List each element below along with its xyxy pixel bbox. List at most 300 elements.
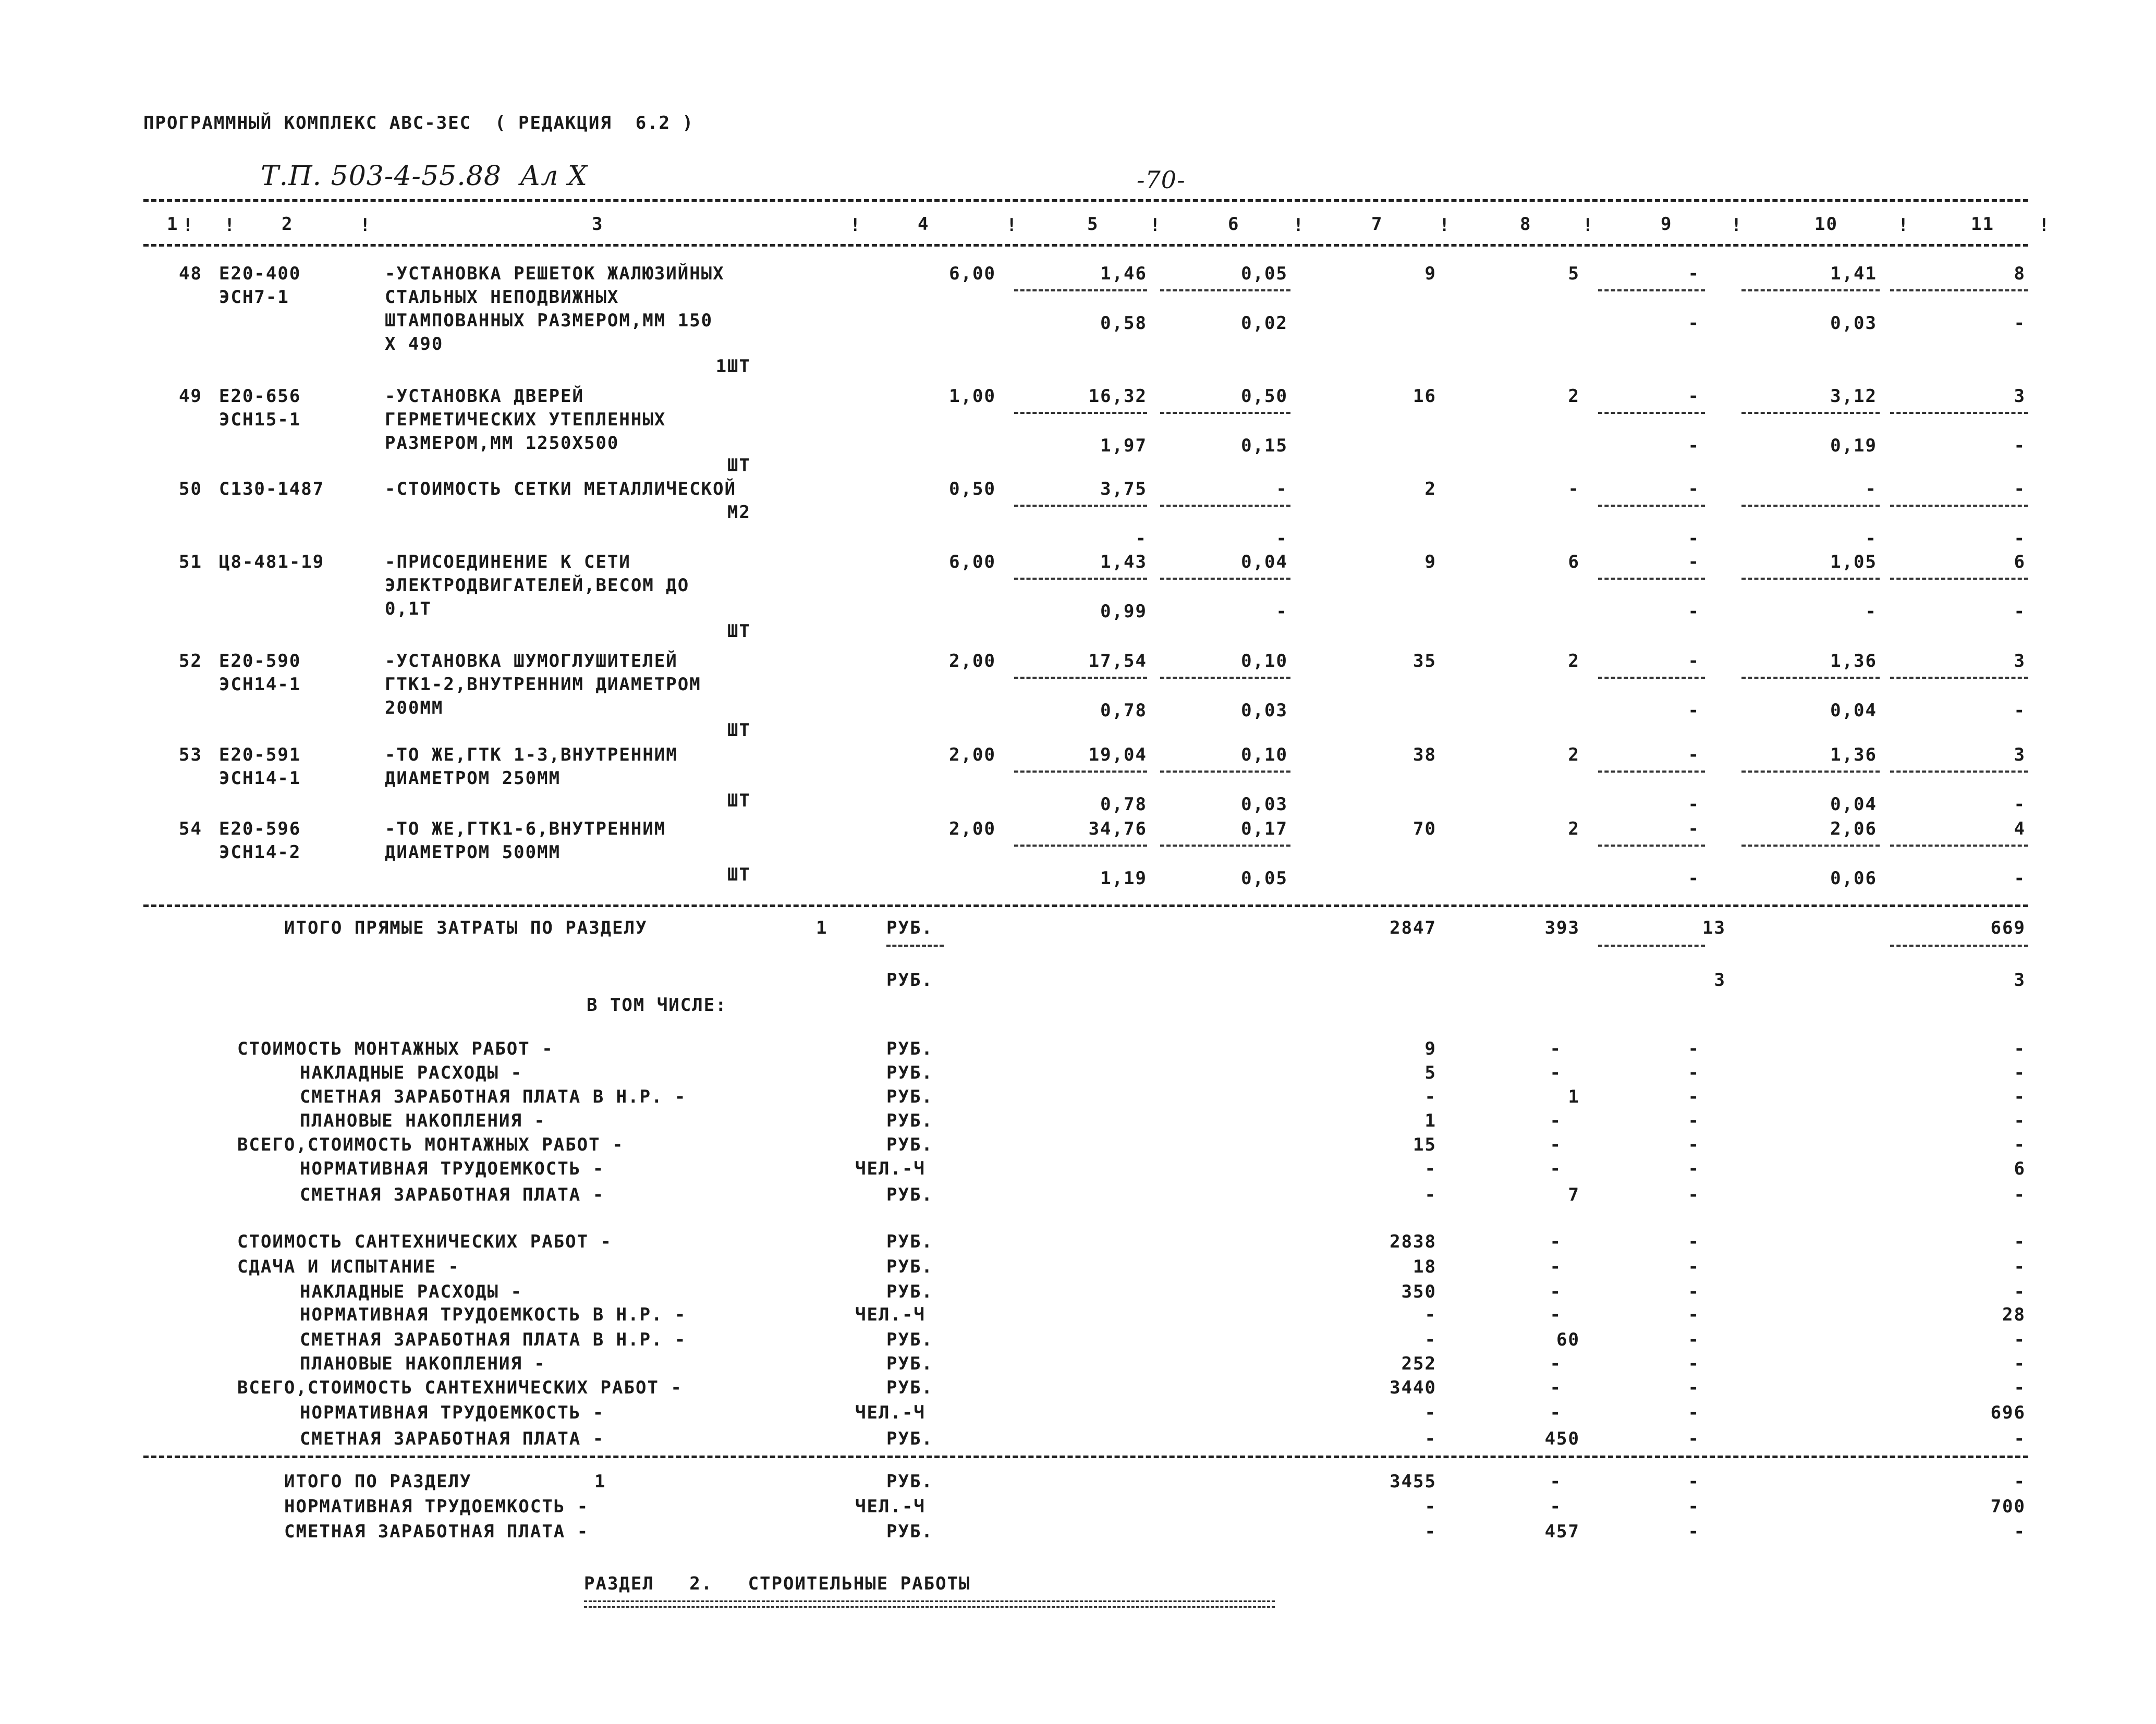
row-col5-secondary: 1,97	[1100, 435, 1147, 456]
column-number: 6	[1228, 214, 1240, 235]
row-col9-secondary: -	[1688, 700, 1700, 721]
row-number: 48	[179, 263, 202, 284]
column-separator: !	[182, 215, 194, 236]
row-unit: ШТ	[727, 864, 751, 885]
summary-col11: 28	[2002, 1304, 2026, 1325]
row-subdivider	[1890, 771, 2028, 773]
summary-col8: -	[1550, 1281, 1562, 1302]
column-number: 7	[1371, 214, 1383, 235]
totals-col11-secondary: 3	[2014, 970, 2026, 991]
row-col9: -	[1688, 651, 1700, 671]
row-description: ГЕРМЕТИЧЕСКИХ УТЕПЛЕННЫХ	[385, 409, 666, 430]
summary-col11: -	[2014, 1353, 2026, 1374]
summary-col11: -	[2014, 1231, 2026, 1252]
summary-col8: -	[1550, 1304, 1562, 1325]
row-col5-secondary: 0,99	[1100, 601, 1147, 622]
summary-col7: -	[1424, 1304, 1436, 1325]
row-description: -УСТАНОВКА ДВЕРЕЙ	[385, 386, 584, 407]
row-description: ДИАМЕТРОМ 500ММ	[385, 842, 561, 863]
summary-col9: -	[1688, 1110, 1700, 1131]
row-col6-secondary: 0,05	[1241, 868, 1288, 889]
final-col7: 3455	[1390, 1471, 1436, 1492]
row-col9-secondary: -	[1688, 868, 1700, 889]
summary-col11: -	[2014, 1428, 2026, 1449]
row-col5-secondary: 0,58	[1100, 313, 1147, 334]
row-description: ШТАМПОВАННЫХ РАЗМЕРОМ,ММ 150	[385, 310, 713, 331]
final-col11: -	[2014, 1521, 2026, 1542]
totals-col9-secondary: 3	[1714, 970, 1726, 991]
final-section-no: 1	[594, 1471, 606, 1492]
row-col9-secondary: -	[1688, 794, 1700, 815]
row-col10: 1,05	[1830, 552, 1877, 572]
row-col11-secondary: -	[2014, 528, 2026, 549]
final-col11: -	[2014, 1471, 2026, 1492]
summary-col11: -	[2014, 1377, 2026, 1398]
row-col5: 19,04	[1088, 744, 1147, 765]
summary-col9: -	[1688, 1428, 1700, 1449]
summary-col9: -	[1688, 1231, 1700, 1252]
row-subdivider	[1741, 412, 1880, 414]
row-unit: ШТ	[727, 455, 751, 476]
row-subdivider	[1160, 677, 1290, 679]
final-label: ИТОГО ПО РАЗДЕЛУ	[284, 1471, 472, 1492]
row-col7: 9	[1424, 263, 1436, 284]
summary-col8: -	[1550, 1402, 1562, 1423]
row-col9: -	[1688, 263, 1700, 284]
row-subdivider	[1014, 845, 1147, 847]
row-subdivider	[1598, 578, 1705, 580]
summary-unit: ЧЕЛ.-Ч	[855, 1158, 925, 1179]
column-number: 1	[167, 214, 179, 235]
row-description: ЭЛЕКТРОДВИГАТЕЛЕЙ,ВЕСОМ ДО	[385, 575, 690, 596]
summary-label: ПЛАНОВЫЕ НАКОПЛЕНИЯ -	[300, 1353, 546, 1374]
summary-label: ПЛАНОВЫЕ НАКОПЛЕНИЯ -	[300, 1110, 546, 1131]
summary-col7: 15	[1413, 1134, 1436, 1155]
final-col7: -	[1424, 1521, 1436, 1542]
row-col5: 34,76	[1088, 818, 1147, 839]
final-unit: ЧЕЛ.-Ч	[855, 1496, 925, 1517]
summary-label: НОРМАТИВНАЯ ТРУДОЕМКОСТЬ -	[300, 1402, 605, 1423]
handwritten-reference: Т.П. 503-4-55.88 Ал X	[261, 161, 588, 192]
row-subdivider	[1890, 578, 2028, 580]
summary-col8: -	[1550, 1110, 1562, 1131]
final-col7: -	[1424, 1496, 1436, 1517]
row-col6-secondary: -	[1276, 601, 1288, 622]
row-col9-secondary: -	[1688, 528, 1700, 549]
row-col11: 3	[2014, 651, 2026, 671]
summary-label: ВСЕГО,СТОИМОСТЬ САНТЕХНИЧЕСКИХ РАБОТ -	[237, 1377, 683, 1398]
row-description: -УСТАНОВКА РЕШЕТОК ЖАЛЮЗИЙНЫХ	[385, 263, 725, 284]
summary-col11: 696	[1990, 1402, 2026, 1423]
row-col10: 1,36	[1830, 744, 1877, 765]
summary-col8: -	[1550, 1158, 1562, 1179]
summary-col11: -	[2014, 1134, 2026, 1155]
column-number: 2	[282, 214, 294, 235]
totals-unit: РУБ.	[886, 918, 933, 938]
summary-col8: -	[1550, 1231, 1562, 1252]
row-description: ГТК1-2,ВНУТРЕННИМ ДИАМЕТРОМ	[385, 674, 701, 695]
row-description: -СТОИМОСТЬ СЕТКИ МЕТАЛЛИЧЕСКОЙ	[385, 479, 737, 499]
summary-col7: 2838	[1390, 1231, 1436, 1252]
row-subdivider	[1598, 289, 1705, 291]
row-quantity: 2,00	[949, 818, 996, 839]
row-col5: 1,46	[1100, 263, 1147, 284]
summary-col7: -	[1424, 1184, 1436, 1205]
column-number: 10	[1814, 214, 1838, 235]
column-separator: !	[850, 215, 862, 236]
row-number: 51	[179, 552, 202, 572]
row-col5: 3,75	[1100, 479, 1147, 499]
final-col9: -	[1688, 1496, 1700, 1517]
column-separator: !	[2039, 215, 2051, 236]
row-col5: 17,54	[1088, 651, 1147, 671]
row-unit: М2	[727, 502, 751, 523]
summary-col9: -	[1688, 1377, 1700, 1398]
row-col5-secondary: 0,78	[1100, 700, 1147, 721]
row-code-secondary: ЭСН7-1	[219, 287, 289, 308]
summary-col8: -	[1550, 1134, 1562, 1155]
row-unit: ШТ	[727, 790, 751, 811]
column-number: 5	[1087, 214, 1099, 235]
row-col11-secondary: -	[2014, 700, 2026, 721]
row-col7: 38	[1413, 744, 1436, 765]
totals-label: ИТОГО ПРЯМЫЕ ЗАТРАТЫ ПО РАЗДЕЛУ	[284, 918, 648, 938]
row-col11-secondary: -	[2014, 601, 2026, 622]
row-description: 200ММ	[385, 698, 444, 718]
row-col8: -	[1568, 479, 1580, 499]
summary-col8: 450	[1544, 1428, 1580, 1449]
row-col10-secondary: -	[1865, 528, 1877, 549]
column-number: 3	[592, 214, 604, 235]
row-subdivider	[1160, 845, 1290, 847]
row-number: 54	[179, 818, 202, 839]
summary-label: НАКЛАДНЫЕ РАСХОДЫ -	[300, 1062, 522, 1083]
column-separator: !	[1006, 215, 1018, 236]
summary-unit: РУБ.	[886, 1110, 933, 1131]
table-body-rule	[143, 904, 2028, 907]
row-col9: -	[1688, 386, 1700, 407]
summary-label: СМЕТНАЯ ЗАРАБОТНАЯ ПЛАТА В Н.Р. -	[300, 1086, 687, 1107]
row-quantity: 2,00	[949, 651, 996, 671]
summary-col7: -	[1424, 1329, 1436, 1350]
column-number: 8	[1520, 214, 1532, 235]
row-col9-secondary: -	[1688, 435, 1700, 456]
row-number: 53	[179, 744, 202, 765]
column-number: 11	[1971, 214, 1994, 235]
totals-col8: 393	[1544, 918, 1580, 938]
row-col10: -	[1865, 479, 1877, 499]
row-number: 52	[179, 651, 202, 671]
summary-unit: РУБ.	[886, 1062, 933, 1083]
row-col5-secondary: 1,19	[1100, 868, 1147, 889]
program-header: ПРОГРАММНЫЙ КОМПЛЕКС АВС-ЗЕС ( РЕДАКЦИЯ 6.2 )	[143, 113, 695, 133]
row-col6-secondary: 0,15	[1241, 435, 1288, 456]
final-col8: -	[1550, 1496, 1562, 1517]
row-description: -ТО ЖЕ,ГТК1-6,ВНУТРЕННИМ	[385, 818, 666, 839]
summary-label: СДАЧА И ИСПЫТАНИЕ -	[237, 1256, 460, 1277]
summary-unit: РУБ.	[886, 1086, 933, 1107]
row-subdivider	[1598, 771, 1705, 773]
row-col10: 1,41	[1830, 263, 1877, 284]
row-subdivider	[1598, 677, 1705, 679]
summary-col7: 18	[1413, 1256, 1436, 1277]
summary-unit: РУБ.	[886, 1353, 933, 1374]
summary-col8: -	[1550, 1256, 1562, 1277]
row-description: СТАЛЬНЫХ НЕПОДВИЖНЫХ	[385, 287, 619, 308]
summary-unit: РУБ.	[886, 1256, 933, 1277]
row-col7: 70	[1413, 818, 1436, 839]
row-col11: 8	[2014, 263, 2026, 284]
row-subdivider	[1160, 578, 1290, 580]
summary-unit: РУБ.	[886, 1231, 933, 1252]
row-code: Ц8-481-19	[219, 552, 325, 572]
row-col9: -	[1688, 818, 1700, 839]
row-col11: 3	[2014, 386, 2026, 407]
row-subdivider	[1014, 771, 1147, 773]
summary-col11: -	[2014, 1038, 2026, 1059]
summary-col11: -	[2014, 1281, 2026, 1302]
summary-col9: -	[1688, 1134, 1700, 1155]
next-section-title: РАЗДЕЛ 2. СТРОИТЕЛЬНЫЕ РАБОТЫ	[584, 1573, 971, 1594]
row-code-secondary: ЭСН15-1	[219, 409, 301, 430]
row-col8: 2	[1568, 651, 1580, 671]
row-col10: 2,06	[1830, 818, 1877, 839]
summary-col11: -	[2014, 1110, 2026, 1131]
row-description: ДИАМЕТРОМ 250ММ	[385, 768, 561, 789]
row-subdivider	[1890, 845, 2028, 847]
row-subdivider	[1160, 505, 1290, 507]
row-code-secondary: ЭСН14-1	[219, 768, 301, 789]
row-col5-secondary: 0,78	[1100, 794, 1147, 815]
row-description: 0,1Т	[385, 598, 432, 619]
row-subdivider	[1741, 289, 1880, 291]
row-col8: 2	[1568, 386, 1580, 407]
row-col6-secondary: -	[1276, 528, 1288, 549]
row-col9-secondary: -	[1688, 313, 1700, 334]
row-description: -ПРИСОЕДИНЕНИЕ К СЕТИ	[385, 552, 631, 572]
final-col8: -	[1550, 1471, 1562, 1492]
summary-col9: -	[1688, 1038, 1700, 1059]
column-separator: !	[1439, 215, 1451, 236]
row-col10: 1,36	[1830, 651, 1877, 671]
row-col6: 0,50	[1241, 386, 1288, 407]
row-col11: 3	[2014, 744, 2026, 765]
summary-label: СМЕТНАЯ ЗАРАБОТНАЯ ПЛАТА -	[300, 1184, 605, 1205]
row-description: РАЗМЕРОМ,ММ 1250Х500	[385, 433, 619, 454]
final-unit: РУБ.	[886, 1471, 933, 1492]
row-subdivider	[1741, 677, 1880, 679]
summary-col8: -	[1550, 1353, 1562, 1374]
summary-label: НОРМАТИВНАЯ ТРУДОЕМКОСТЬ В Н.Р. -	[300, 1304, 687, 1325]
summary-unit: РУБ.	[886, 1428, 933, 1449]
final-unit: РУБ.	[886, 1521, 933, 1542]
row-col11-secondary: -	[2014, 435, 2026, 456]
row-col6: -	[1276, 479, 1288, 499]
row-description: Х 490	[385, 334, 444, 354]
section-title-underline	[584, 1600, 1275, 1608]
row-col6: 0,17	[1241, 818, 1288, 839]
row-subdivider	[1160, 412, 1290, 414]
row-description: -ТО ЖЕ,ГТК 1-3,ВНУТРЕННИМ	[385, 744, 678, 765]
summary-unit: РУБ.	[886, 1184, 933, 1205]
final-label: СМЕТНАЯ ЗАРАБОТНАЯ ПЛАТА -	[284, 1521, 589, 1542]
summary-col9: -	[1688, 1353, 1700, 1374]
summary-col9: -	[1688, 1281, 1700, 1302]
row-subdivider	[1598, 845, 1705, 847]
summary-col9: -	[1688, 1256, 1700, 1277]
summary-col8: -	[1550, 1062, 1562, 1083]
summary-label: СМЕТНАЯ ЗАРАБОТНАЯ ПЛАТА -	[300, 1428, 605, 1449]
summary-col8: -	[1550, 1038, 1562, 1059]
totals-subdivider	[1598, 945, 1705, 947]
row-code-secondary: ЭСН14-1	[219, 674, 301, 695]
row-col5-secondary: -	[1135, 528, 1147, 549]
row-quantity: 1,00	[949, 386, 996, 407]
row-subdivider	[1598, 412, 1705, 414]
row-quantity: 6,00	[949, 263, 996, 284]
summary-col7: 3440	[1390, 1377, 1436, 1398]
summary-col8: -	[1550, 1377, 1562, 1398]
summary-col7: 350	[1401, 1281, 1436, 1302]
row-col10-secondary: 0,06	[1830, 868, 1877, 889]
row-col11: 4	[2014, 818, 2026, 839]
final-col8: 457	[1544, 1521, 1580, 1542]
row-col5: 1,43	[1100, 552, 1147, 572]
row-col6-secondary: 0,03	[1241, 794, 1288, 815]
summary-col9: -	[1688, 1086, 1700, 1107]
row-unit: ШТ	[727, 720, 751, 741]
row-subdivider	[1890, 505, 2028, 507]
row-subdivider	[1890, 289, 2028, 291]
summary-col8: 1	[1568, 1086, 1580, 1107]
row-quantity: 6,00	[949, 552, 996, 572]
row-col6: 0,05	[1241, 263, 1288, 284]
summary-unit: ЧЕЛ.-Ч	[855, 1304, 925, 1325]
row-col7: 16	[1413, 386, 1436, 407]
row-col6-secondary: 0,03	[1241, 700, 1288, 721]
summary-rule	[143, 1456, 2028, 1458]
row-col10-secondary: 0,04	[1830, 700, 1877, 721]
summary-unit: ЧЕЛ.-Ч	[855, 1402, 925, 1423]
summary-label: СТОИМОСТЬ САНТЕХНИЧЕСКИХ РАБОТ -	[237, 1231, 613, 1252]
row-code: Е20-591	[219, 744, 301, 765]
row-col9: -	[1688, 744, 1700, 765]
row-code: Е20-596	[219, 818, 301, 839]
summary-label: ВСЕГО,СТОИМОСТЬ МОНТАЖНЫХ РАБОТ -	[237, 1134, 624, 1155]
summary-col7: 5	[1424, 1062, 1436, 1083]
page-number: -70-	[1137, 166, 1186, 194]
summary-col9: -	[1688, 1184, 1700, 1205]
row-col6: 0,04	[1241, 552, 1288, 572]
row-unit: 1ШТ	[715, 356, 751, 377]
row-subdivider	[1014, 677, 1147, 679]
row-col11: 6	[2014, 552, 2026, 572]
row-subdivider	[1598, 505, 1705, 507]
header-rule-bottom	[143, 244, 2028, 247]
summary-col9: -	[1688, 1158, 1700, 1179]
row-col11-secondary: -	[2014, 794, 2026, 815]
summary-label: СМЕТНАЯ ЗАРАБОТНАЯ ПЛАТА В Н.Р. -	[300, 1329, 687, 1350]
row-code: С130-1487	[219, 479, 325, 499]
summary-label: НАКЛАДНЫЕ РАСХОДЫ -	[300, 1281, 522, 1302]
row-code-secondary: ЭСН14-2	[219, 842, 301, 863]
row-subdivider	[1014, 412, 1147, 414]
totals-subdivider	[1890, 945, 2028, 947]
row-col6-secondary: 0,02	[1241, 313, 1288, 334]
row-subdivider	[1160, 289, 1290, 291]
row-col9: -	[1688, 479, 1700, 499]
column-separator: !	[1150, 215, 1162, 236]
summary-col9: -	[1688, 1304, 1700, 1325]
summary-col7: 252	[1401, 1353, 1436, 1374]
row-col11: -	[2014, 479, 2026, 499]
row-subdivider	[1741, 505, 1880, 507]
summary-col7: -	[1424, 1402, 1436, 1423]
column-separator: !	[1293, 215, 1305, 236]
row-col5: 16,32	[1088, 386, 1147, 407]
row-col9: -	[1688, 552, 1700, 572]
row-subdivider	[1741, 771, 1880, 773]
row-col6: 0,10	[1241, 744, 1288, 765]
row-subdivider	[1890, 412, 2028, 414]
totals-section-no: 1	[816, 918, 828, 938]
row-col8: 6	[1568, 552, 1580, 572]
row-unit: ШТ	[727, 621, 751, 642]
row-number: 50	[179, 479, 202, 499]
summary-col11: -	[2014, 1086, 2026, 1107]
summary-col11: 6	[2014, 1158, 2026, 1179]
summary-col7: 9	[1424, 1038, 1436, 1059]
column-separator: !	[360, 215, 372, 236]
row-col6: 0,10	[1241, 651, 1288, 671]
summary-col8: 7	[1568, 1184, 1580, 1205]
row-description: -УСТАНОВКА ШУМОГЛУШИТЕЛЕЙ	[385, 651, 678, 671]
summary-col7: 1	[1424, 1110, 1436, 1131]
row-subdivider	[1014, 505, 1147, 507]
row-subdivider	[1741, 578, 1880, 580]
totals-unit-divider	[886, 945, 944, 947]
summary-col11: -	[2014, 1184, 2026, 1205]
summary-label: СТОИМОСТЬ МОНТАЖНЫХ РАБОТ -	[237, 1038, 554, 1059]
summary-unit: РУБ.	[886, 1281, 933, 1302]
row-col8: 2	[1568, 818, 1580, 839]
row-col9-secondary: -	[1688, 601, 1700, 622]
column-number: 4	[918, 214, 930, 235]
column-number: 9	[1661, 214, 1673, 235]
header-rule-top	[143, 199, 2028, 202]
row-col7: 9	[1424, 552, 1436, 572]
row-col10-secondary: 0,03	[1830, 313, 1877, 334]
row-subdivider	[1160, 771, 1290, 773]
summary-col9: -	[1688, 1329, 1700, 1350]
summary-label: НОРМАТИВНАЯ ТРУДОЕМКОСТЬ -	[300, 1158, 605, 1179]
row-col8: 2	[1568, 744, 1580, 765]
summary-col7: -	[1424, 1428, 1436, 1449]
in-that-number-label: В ТОМ ЧИСЛЕ:	[587, 995, 727, 1016]
row-code: Е20-400	[219, 263, 301, 284]
summary-col7: -	[1424, 1086, 1436, 1107]
summary-col11: -	[2014, 1329, 2026, 1350]
summary-col8: 60	[1556, 1329, 1580, 1350]
row-code: Е20-590	[219, 651, 301, 671]
final-label: НОРМАТИВНАЯ ТРУДОЕМКОСТЬ -	[284, 1496, 589, 1517]
row-subdivider	[1014, 289, 1147, 291]
row-col11-secondary: -	[2014, 313, 2026, 334]
summary-unit: РУБ.	[886, 1329, 933, 1350]
row-col11-secondary: -	[2014, 868, 2026, 889]
summary-col7: -	[1424, 1158, 1436, 1179]
row-col10-secondary: 0,19	[1830, 435, 1877, 456]
